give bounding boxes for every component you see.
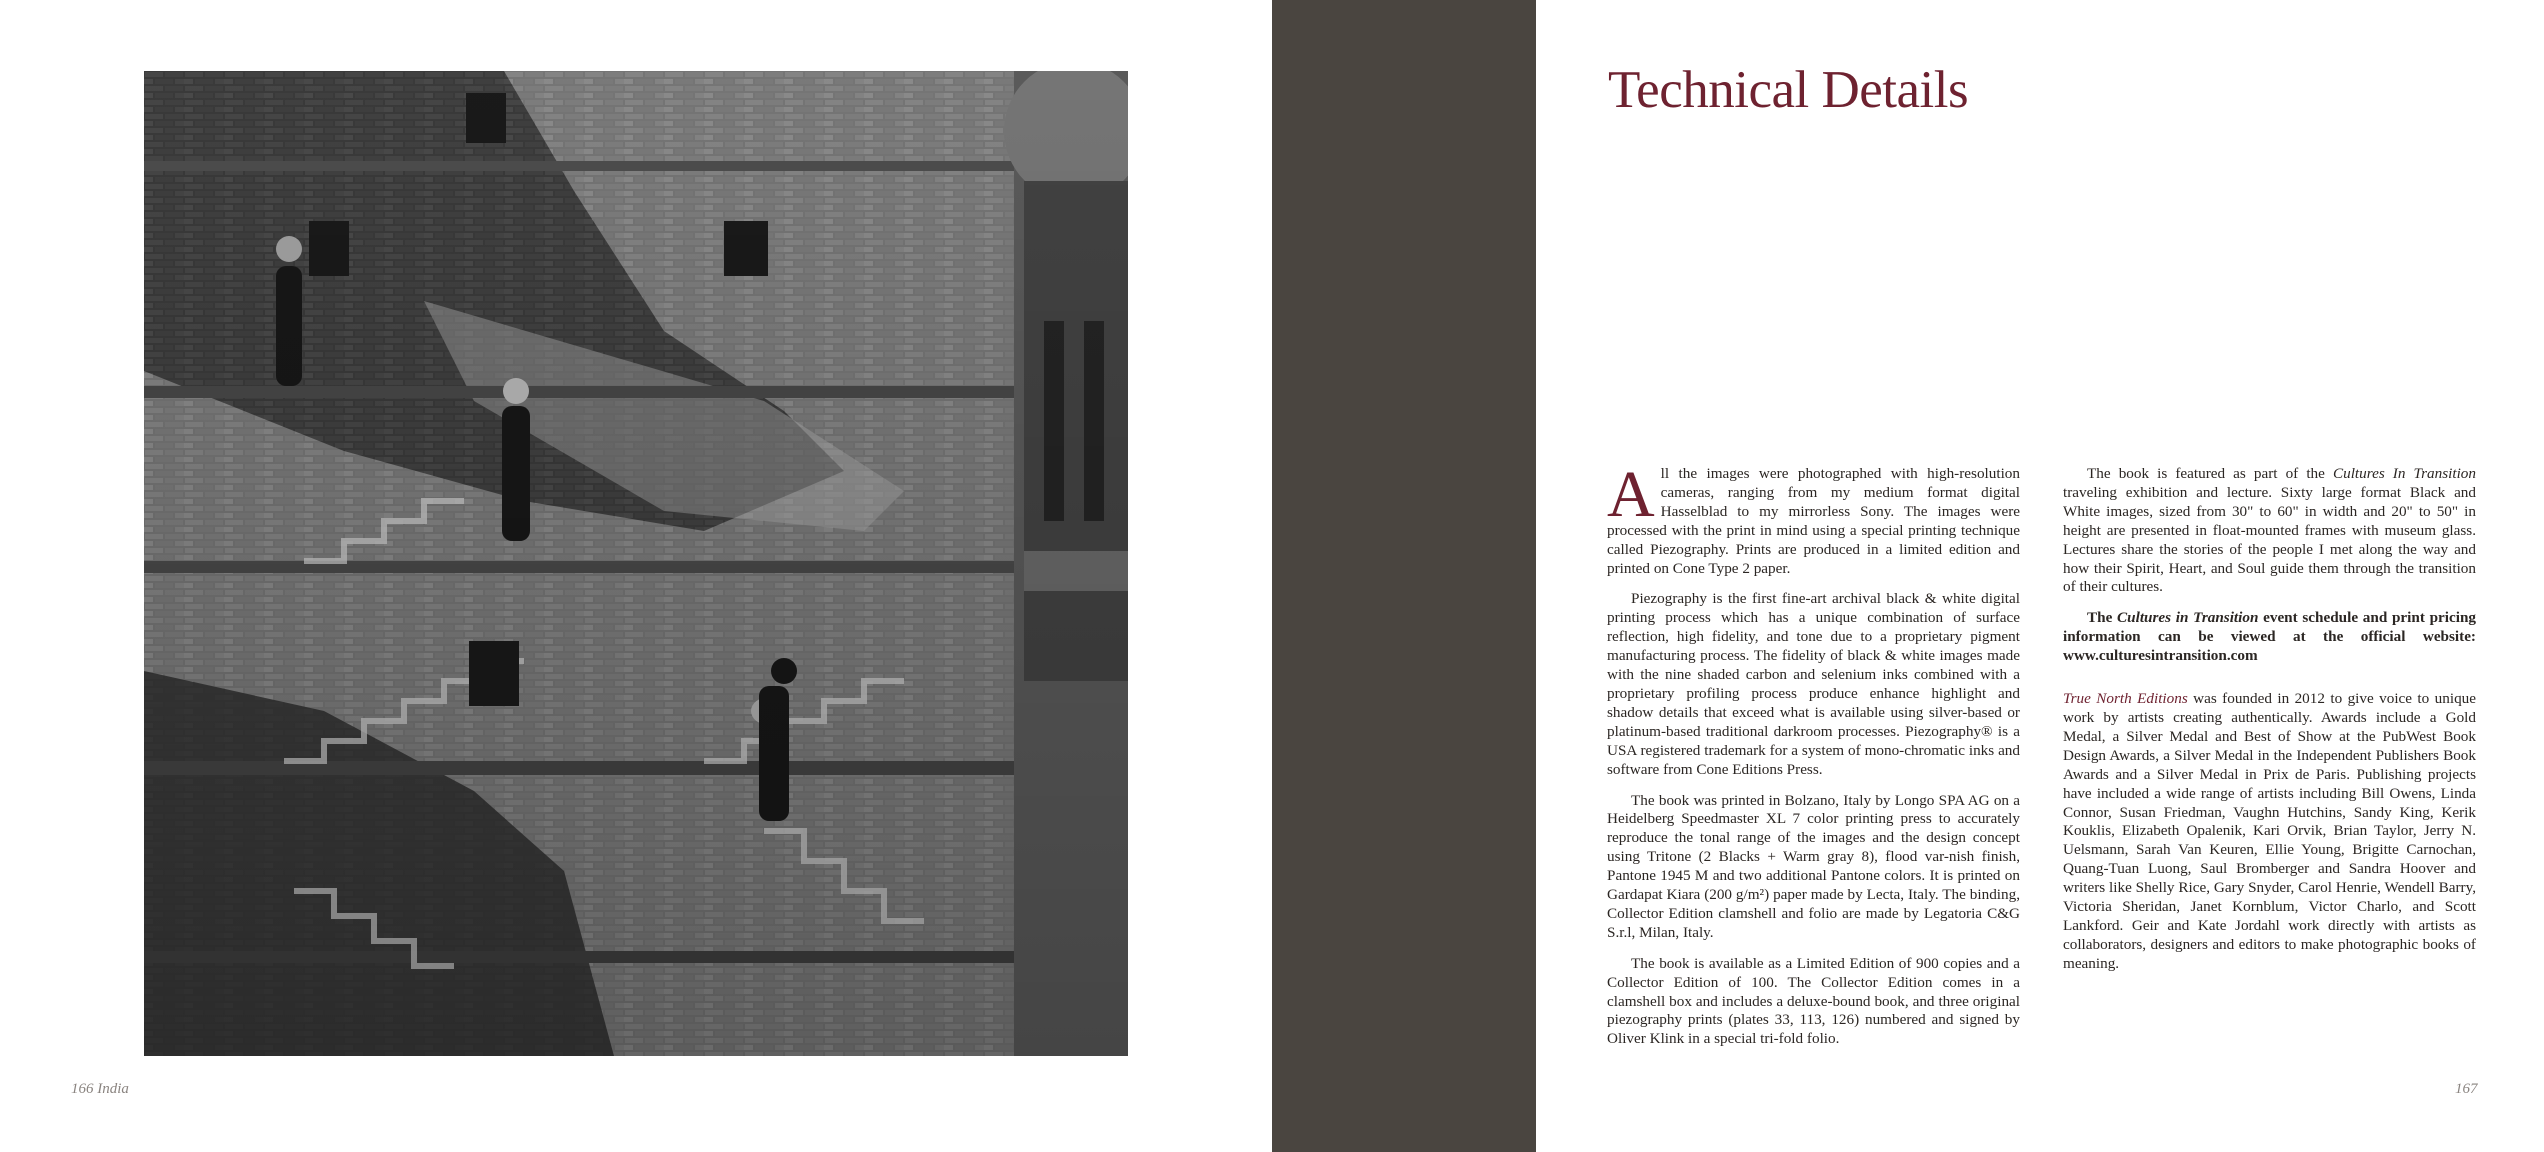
- paragraph-gap: [2063, 678, 2476, 690]
- intro-paragraph: [1607, 458, 2020, 578]
- piezography-paragraph: Piezography is the first fine-art archival black & white digital printing process which has a unique combination of surface reflection, high fidelity, and tone due to a proprietary pigment manufacturing process. The fidelity of black & white images made with the nine shaded carbon and selenium inks combined with a proprietary profiling process produce enhance highlight and shadow details that exceed what is available using silver-based or platinum-based traditional darkroom processes. Piezography® is a USA registered trademark for a system of mono-chromatic inks and software from Cone Editions Press.: [1607, 590, 2020, 778]
- printing-paragraph: The book was printed in Bolzano, Italy by Longo SPA AG on a Heidelberg Speedmaster XL 7 color printing press to accurately reproduce the tonal range of the images and the design concept using Tritone (2 Blacks + Warm gray 8), flood var-nish finish, Pantone 1945 M and two additional Pantone colors. It is printed on Gardapat Kiara (200 g/m²) paper made by Lecta, Italy. The binding, Collector Edition clamshell and folio are made by Legatoria C&G S.r.l, Milan, Italy.: [1607, 791, 2020, 941]
- website-text-a: The: [2087, 609, 2118, 627]
- editions-paragraph: The book is available as a Limited Edition of 900 copies and a Collector Edition of 100. The Collector Edition comes in a clamshell box and includes a deluxe-bound book, and three original piezography prints (plates 33, 113, 126) numbered and signed by Oliver Klink in a special tri-fold folio.: [1607, 954, 2020, 1048]
- website-text-b: event schedule and print pricing information can be viewed at the official website: www.culturesintransition.com: [2063, 609, 2476, 665]
- left-page-folio: 166 India: [71, 1081, 129, 1097]
- spine-band: [1272, 0, 1536, 1152]
- publisher-name: True North Editions: [2063, 690, 2188, 708]
- publisher-paragraph: [2063, 690, 2476, 974]
- text-column-right: [2063, 465, 2476, 986]
- exhibition-title-em: Cultures In Transition: [2332, 465, 2476, 482]
- exhibition-text-b: traveling exhibition and lecture. Sixty large format Black and White images, sized from 30" to 60" in width and 20" to 50" in height are presented in float-mounted frames with museum glass. Lectures share the stories of the people I met along the way and how their Spirit, Heart, and Soul guide them through the transition of their cultures.: [2063, 483, 2476, 596]
- stepwell-photograph: [144, 71, 1128, 1056]
- text-column-left: [1607, 458, 2020, 1061]
- page-title: Technical Details: [1608, 61, 1969, 119]
- website-paragraph: [2063, 609, 2476, 666]
- intro-paragraph-text: ll the images were photographed with high-resolution cameras, ranging from my medium format digital Hasselblad to my mirrorless Sony. The images were processed with the print in mind using a special printing technique called Piezography. Prints are produced in a limited edition and printed on Cone Type 2 paper.: [1607, 465, 2020, 577]
- drop-cap: A: [1607, 458, 1655, 531]
- right-page: [1536, 0, 2544, 1152]
- exhibition-text-a: The book is featured as part of the: [2087, 465, 2333, 482]
- publisher-text: was founded in 2012 to give voice to unique work by artists creating authentically. Awards include a Gold Medal, a Silver Medal and Best of Show at the PubWest Book Design Awards, a Silver Medal in the Independent Publishers Book Awards and a Silver Medal in Prix de Paris. Publishing projects have included a wide range of artists including Bill Owens, Linda Connor, Susan Friedman, Vaughn Hutchins, Sandy King, Kerik Kouklis, Elizabeth Opalenik, Kari Orvik, Brian Taylor, Jerry N. Uelsmann, Sarah Van Keuren, Ellie Young, Brigitte Carnochan, Quang-Tuan Luong, Saul Bromberger and Sandra Hoover and writers like Shelly Rice, Gary Snyder, Carol Henrie, Wendell Barry, Victoria Sheridan, Janet Kornblum, Victor Charlo, and Scott Lankford. Geir and Kate Jordahl work directly with artists as collaborators, designers and editors to make photographic books of meaning.: [2063, 690, 2476, 972]
- exhibition-paragraph: [2063, 465, 2476, 597]
- website-title-em: Cultures in Transition: [2117, 609, 2259, 627]
- stepwell-image-illustration: [144, 71, 1128, 1056]
- right-page-folio: 167: [2455, 1081, 2478, 1097]
